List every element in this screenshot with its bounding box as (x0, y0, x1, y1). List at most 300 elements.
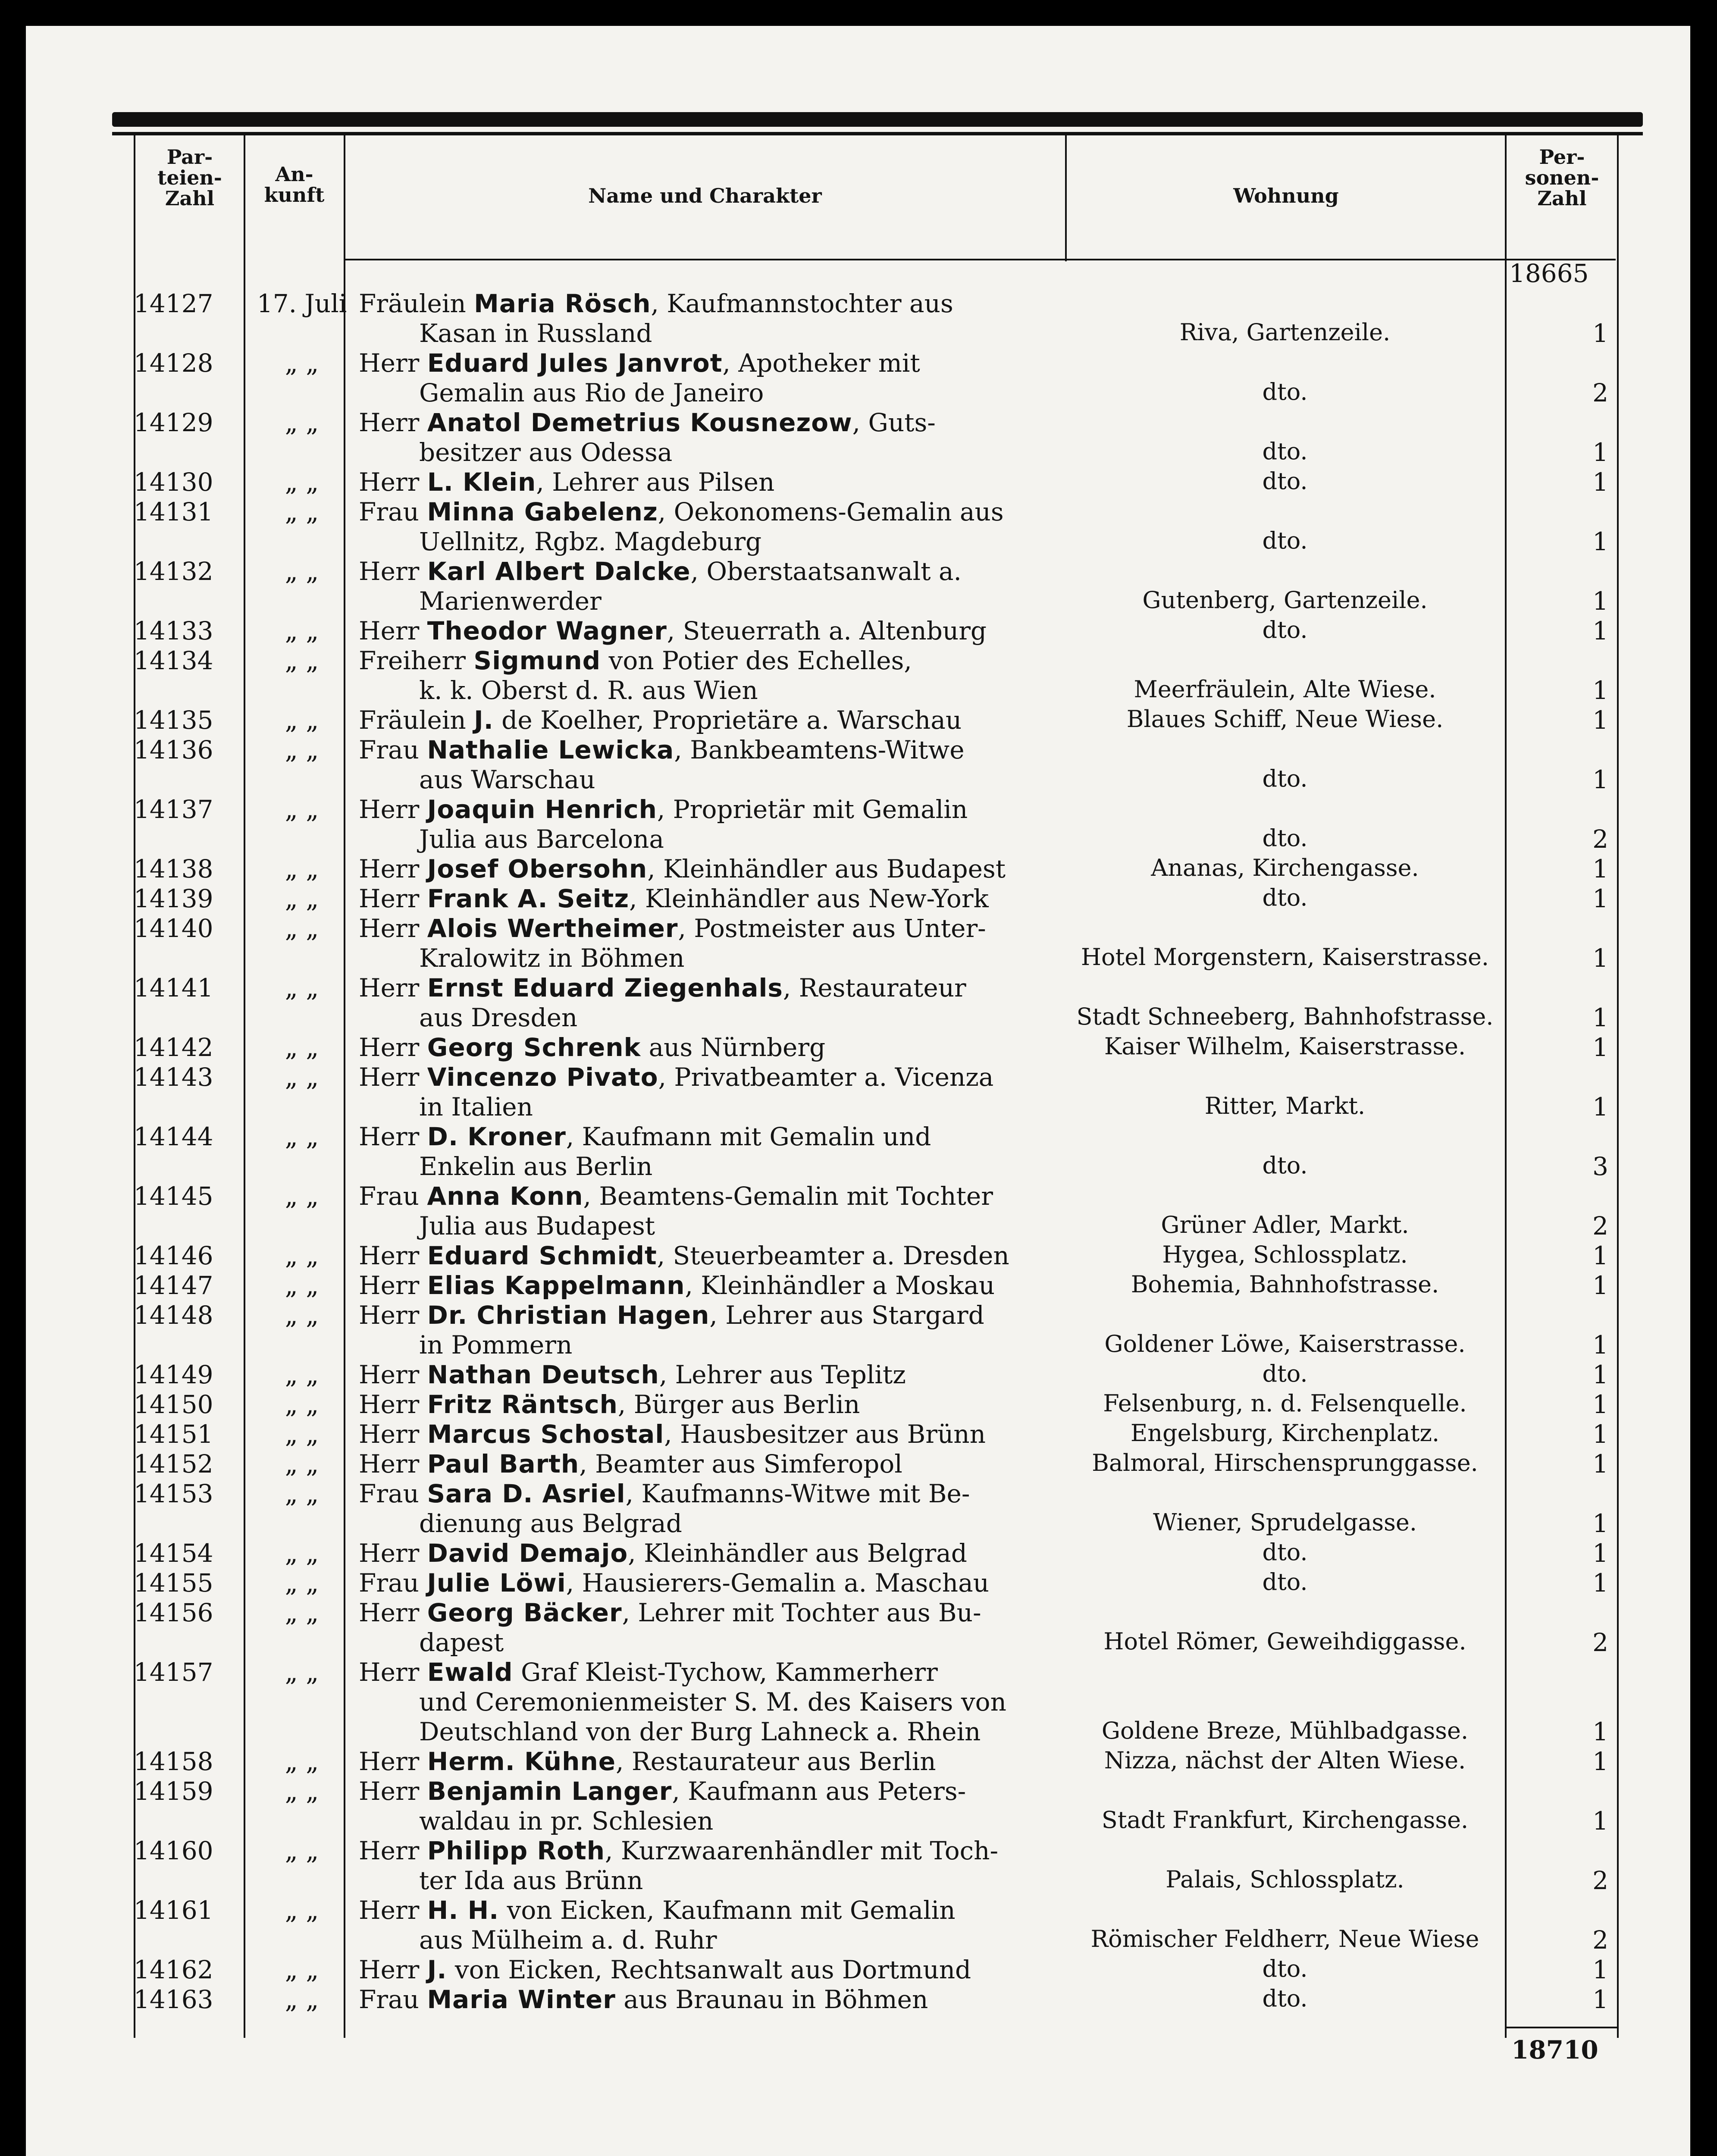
entry-description: von Eicken, Rechtsanwalt aus Dortmund (447, 1955, 971, 1984)
entry-prefix: Herr (359, 1836, 427, 1865)
entry-name: Nathan Deutsch (427, 1360, 659, 1389)
carry-over-total: 18665 (1509, 259, 1589, 288)
entry-persons: 1 (1592, 1568, 1608, 1598)
register-entry (26, 557, 1690, 616)
entry-prefix: Herr (359, 616, 427, 646)
entry-persons: 1 (1592, 586, 1608, 616)
entry-name: Joaquin Henrich (427, 795, 657, 824)
entry-persons: 2 (1592, 1628, 1608, 1657)
entry-arrival: „ „ (285, 1777, 319, 1806)
register-entry (26, 1390, 1690, 1420)
entry-line-1 (359, 1896, 1083, 1925)
entry-residence: Wiener, Sprudelgasse. (1153, 1509, 1417, 1536)
entry-number: 14137 (134, 795, 213, 824)
entry-residence: dto. (1262, 616, 1308, 643)
entry-persons: 1 (1592, 1241, 1608, 1270)
entry-prefix: Fräulein (359, 705, 474, 735)
entry-persons: 1 (1592, 1330, 1608, 1360)
entry-persons: 1 (1592, 884, 1608, 913)
entry-description: , Oberstaatsanwalt a. (690, 557, 962, 586)
entry-arrival: „ „ (285, 467, 319, 497)
entry-prefix: Herr (359, 1658, 427, 1687)
entry-number: 14128 (134, 348, 213, 378)
entry-number: 14130 (134, 467, 213, 497)
entry-line-1 (359, 1985, 1083, 2014)
entry-residence: Riva, Gartenzeile. (1179, 319, 1391, 346)
entry-persons: 1 (1592, 1539, 1608, 1568)
entry-prefix: Herr (359, 914, 427, 943)
register-entry (26, 1836, 1690, 1896)
entry-name: J. (474, 705, 494, 735)
register-entry (26, 1449, 1690, 1479)
entry-prefix: Herr (359, 467, 427, 497)
entry-description: , Proprietär mit Gemalin (657, 795, 968, 824)
entry-prefix: Frau (359, 1181, 427, 1211)
entry-line-1 (359, 646, 1083, 675)
entry-residence: dto. (1262, 527, 1308, 554)
entry-prefix: Herr (359, 408, 427, 437)
register-entry (26, 1062, 1690, 1122)
entry-number: 14141 (134, 973, 213, 1003)
entry-number: 14152 (134, 1449, 213, 1479)
entry-prefix: Frau (359, 497, 427, 526)
entry-number: 14140 (134, 914, 213, 943)
entry-persons: 1 (1592, 1271, 1608, 1300)
entry-description: , Kleinhändler aus Budapest (647, 854, 1006, 884)
entry-line-2: aus Mülheim a. d. Ruhr (419, 1925, 717, 1955)
entry-arrival: „ „ (285, 1568, 319, 1598)
entry-prefix: Herr (359, 973, 427, 1003)
entry-residence: dto. (1262, 824, 1308, 852)
entry-name: Frank A. Seitz (427, 884, 630, 913)
top-rule-thin (112, 132, 1643, 135)
register-entry (26, 497, 1690, 557)
register-entry (26, 1985, 1690, 2015)
entry-residence: Grüner Adler, Markt. (1161, 1211, 1409, 1238)
header-ankunft: An- kunft (264, 163, 325, 207)
entry-arrival: „ „ (285, 735, 319, 765)
entry-line-2: besitzer aus Odessa (419, 438, 673, 467)
entry-number: 14156 (134, 1598, 213, 1627)
entry-persons: 1 (1592, 438, 1608, 467)
entry-line-2: Uellnitz, Rgbz. Magdeburg (419, 527, 762, 556)
entry-arrival: „ „ (285, 854, 319, 884)
entry-persons: 2 (1592, 1211, 1608, 1241)
entry-arrival: „ „ (285, 1122, 319, 1151)
entry-number: 14155 (134, 1568, 213, 1598)
entry-description: , Lehrer aus Stargard (709, 1300, 984, 1330)
entry-line-2: dienung aus Belgrad (419, 1509, 682, 1538)
entry-description: , Apotheker mit (722, 348, 920, 378)
entry-number: 14145 (134, 1181, 213, 1211)
entry-prefix: Herr (359, 1300, 427, 1330)
entry-line-1 (359, 854, 1083, 884)
entry-persons: 1 (1592, 319, 1608, 348)
entry-persons: 2 (1592, 1925, 1608, 1955)
entry-name: Vincenzo Pivato (427, 1062, 658, 1092)
entry-description: , Steuerbeamter a. Dresden (657, 1241, 1009, 1270)
entry-line-1 (359, 914, 1083, 943)
entry-name: Sigmund (473, 646, 601, 675)
entry-description: , Privatbeamter a. Vicenza (658, 1062, 994, 1092)
entry-residence: Engelsburg, Kirchenplatz. (1130, 1420, 1440, 1447)
entry-arrival: „ „ (285, 348, 319, 378)
entry-residence: Hotel Morgenstern, Kaiserstrasse. (1081, 943, 1489, 971)
entry-prefix: Herr (359, 1896, 427, 1925)
entry-residence: dto. (1262, 1152, 1308, 1179)
entry-line-2: Julia aus Barcelona (419, 824, 664, 854)
register-entry (26, 705, 1690, 735)
entry-residence: Stadt Frankfurt, Kirchengasse. (1101, 1806, 1469, 1833)
entry-persons: 1 (1592, 1360, 1608, 1389)
entry-prefix: Herr (359, 348, 427, 378)
entry-description: , Bankbeamtens-Witwe (674, 735, 965, 765)
entry-description: , Restaurateur (783, 973, 966, 1003)
entry-persons: 1 (1592, 1717, 1608, 1746)
entry-prefix: Herr (359, 1449, 427, 1479)
entry-description: , Kleinhändler aus New-York (629, 884, 989, 913)
register-entry (26, 914, 1690, 973)
entry-arrival: „ „ (285, 557, 319, 586)
entry-description: , Lehrer mit Tochter aus Bu- (622, 1598, 981, 1627)
entry-line-1 (359, 557, 1083, 586)
entry-persons: 1 (1592, 1390, 1608, 1419)
entry-prefix: Frau (359, 735, 427, 765)
entry-residence: Felsenburg, n. d. Felsenquelle. (1103, 1390, 1467, 1417)
entry-prefix: Herr (359, 884, 427, 913)
register-entry (26, 1033, 1690, 1062)
entry-number: 14144 (134, 1122, 213, 1151)
entry-residence: Blaues Schiff, Neue Wiese. (1126, 705, 1444, 733)
register-entry (26, 1122, 1690, 1181)
register-entry (26, 1658, 1690, 1747)
entry-line-1 (359, 1360, 1083, 1389)
entry-arrival: „ „ (285, 1420, 319, 1449)
header-personen: Per- sonen- Zahl (1525, 145, 1599, 210)
entry-number: 14157 (134, 1658, 213, 1687)
entry-residence: Goldener Löwe, Kaiserstrasse. (1104, 1330, 1466, 1357)
entry-persons: 1 (1592, 854, 1608, 884)
entry-number: 14153 (134, 1479, 213, 1508)
entry-persons: 1 (1592, 1955, 1608, 1984)
entry-line-1 (359, 1955, 1083, 1984)
entry-number: 14127 (134, 289, 213, 318)
entry-line-2: Kralowitz in Böhmen (419, 943, 685, 973)
entry-arrival: „ „ (285, 1479, 319, 1508)
entry-line-1 (359, 705, 1083, 735)
entry-line-1 (359, 1539, 1083, 1568)
entry-line-2: in Italien (419, 1092, 533, 1122)
entry-number: 14161 (134, 1896, 213, 1925)
entry-description: , Hausierers-Gemalin a. Maschau (566, 1568, 990, 1598)
entry-number: 14143 (134, 1062, 213, 1092)
entry-line-1 (359, 735, 1083, 765)
entry-line-2: k. k. Oberst d. R. aus Wien (419, 676, 758, 705)
entry-prefix: Freiherr (359, 646, 474, 675)
entry-number: 14160 (134, 1836, 213, 1865)
entry-line-1 (359, 467, 1083, 497)
register-entry (26, 616, 1690, 646)
entry-number: 14154 (134, 1539, 213, 1568)
entry-residence: Balmoral, Hirschensprunggasse. (1092, 1449, 1478, 1476)
entry-description: , Kaufmannstochter aus (651, 289, 953, 318)
register-entry (26, 289, 1690, 348)
entry-residence: Goldene Breze, Mühlbadgasse. (1101, 1717, 1469, 1744)
register-entry (26, 854, 1690, 884)
entry-description: , Kaufmann mit Gemalin und (566, 1122, 931, 1151)
entry-line-1 (359, 1658, 1083, 1687)
entry-line-1 (359, 1747, 1083, 1776)
entry-residence: Hotel Römer, Geweihdiggasse. (1103, 1628, 1466, 1655)
entry-line-1 (359, 973, 1083, 1003)
entry-number: 14139 (134, 884, 213, 913)
entry-prefix: Herr (359, 854, 427, 884)
entry-line-2: dapest (419, 1628, 504, 1657)
register-entry (26, 1420, 1690, 1449)
entry-number: 14149 (134, 1360, 213, 1389)
register-entry (26, 1271, 1690, 1300)
entry-description: , Kleinhändler a Moskau (685, 1271, 995, 1300)
entry-arrival: „ „ (285, 1836, 319, 1865)
entry-name: Marcus Schostal (427, 1420, 664, 1449)
entry-line-1 (359, 884, 1083, 913)
register-entry (26, 1539, 1690, 1568)
entry-residence: Palais, Schlossplatz. (1166, 1866, 1404, 1893)
entry-persons: 1 (1592, 1003, 1608, 1032)
entry-line-2: ter Ida aus Brünn (419, 1866, 643, 1895)
entry-line-2: Kasan in Russland (419, 319, 652, 348)
entry-name: H. H. (427, 1896, 499, 1925)
entry-persons: 3 (1592, 1152, 1608, 1181)
entry-line-1 (359, 1420, 1083, 1449)
register-entry (26, 795, 1690, 854)
entry-arrival: „ „ (285, 497, 319, 526)
entry-name: Nathalie Lewicka (427, 735, 674, 765)
entry-name: Sara D. Asriel (427, 1479, 626, 1508)
entry-number: 14142 (134, 1033, 213, 1062)
entry-residence: Kaiser Wilhelm, Kaiserstrasse. (1104, 1033, 1466, 1060)
entry-name: Julie Löwi (427, 1568, 566, 1598)
entry-prefix: Herr (359, 1271, 427, 1300)
register-entry (26, 884, 1690, 914)
register-entry (26, 1300, 1690, 1360)
entry-number: 14132 (134, 557, 213, 586)
entry-arrival: „ „ (285, 1985, 319, 2014)
entry-residence: Römischer Feldherr, Neue Wiese (1090, 1925, 1479, 1952)
entry-line-1 (359, 1568, 1083, 1598)
register-entry (26, 735, 1690, 795)
entry-persons: 1 (1592, 943, 1608, 973)
header-partei: Par- teien- Zahl (157, 145, 222, 210)
sum-rule (1505, 2027, 1617, 2028)
entry-line-1 (359, 408, 1083, 437)
entry-arrival: „ „ (285, 1747, 319, 1776)
entry-residence: Ananas, Kirchengasse. (1151, 854, 1419, 881)
entry-line-1 (359, 1449, 1083, 1479)
register-entry (26, 973, 1690, 1033)
entry-residence: dto. (1262, 1360, 1308, 1387)
entry-number: 14134 (134, 646, 213, 675)
col-line-3 (1065, 132, 1067, 261)
entry-number: 14135 (134, 705, 213, 735)
entry-number: 14133 (134, 616, 213, 646)
entry-residence: dto. (1262, 1539, 1308, 1566)
entry-prefix: Herr (359, 1598, 427, 1627)
entry-line-1 (359, 497, 1083, 526)
entry-name: J. (427, 1955, 447, 1984)
entry-residence: Gutenberg, Gartenzeile. (1142, 586, 1428, 614)
entry-arrival: „ „ (285, 1300, 319, 1330)
entry-description: von Potier des Echelles, (601, 646, 912, 675)
entry-name: Dr. Christian Hagen (427, 1300, 710, 1330)
register-entry (26, 467, 1690, 497)
entry-name: Maria Rösch (474, 289, 651, 318)
entry-number: 14162 (134, 1955, 213, 1984)
entry-prefix: Herr (359, 1955, 427, 1984)
entry-description: , Guts- (852, 408, 936, 437)
entry-line-1 (359, 1241, 1083, 1270)
entry-persons: 1 (1592, 1420, 1608, 1449)
register-entry (26, 1181, 1690, 1241)
entry-residence: Hygea, Schlossplatz. (1162, 1241, 1408, 1268)
entry-name: Georg Schrenk (427, 1033, 641, 1062)
entry-number: 14159 (134, 1777, 213, 1806)
entry-persons: 1 (1592, 1806, 1608, 1836)
final-total: 18710 (1511, 2035, 1598, 2065)
entry-name: Eduard Schmidt (427, 1241, 657, 1270)
entry-arrival: „ „ (285, 1896, 319, 1925)
entry-arrival: „ „ (285, 795, 319, 824)
entry-line-1 (359, 1777, 1083, 1806)
entry-residence: dto. (1262, 1955, 1308, 1982)
entry-line-1 (359, 1122, 1083, 1151)
entry-residence: dto. (1262, 1985, 1308, 2012)
entry-name: Ewald (427, 1658, 513, 1687)
entry-line-1 (359, 616, 1083, 646)
entry-residence: dto. (1262, 1568, 1308, 1595)
entry-line-2: Enkelin aus Berlin (419, 1152, 653, 1181)
entry-number: 14158 (134, 1747, 213, 1776)
register-page (26, 26, 1690, 2156)
entry-arrival: „ „ (285, 1449, 319, 1479)
entry-description: , Hausbesitzer aus Brünn (664, 1420, 986, 1449)
entry-prefix: Frau (359, 1568, 427, 1598)
entry-line-1 (359, 348, 1083, 378)
entry-name: Alois Wertheimer (427, 914, 678, 943)
entry-description: , Beamtens-Gemalin mit Tochter (583, 1181, 993, 1211)
entry-name: Philipp Roth (427, 1836, 605, 1865)
entry-line-2: und Ceremonienmeister S. M. des Kaisers von (419, 1687, 1006, 1717)
entry-arrival: „ „ (285, 1598, 319, 1627)
entry-line-2: Julia aus Budapest (419, 1211, 655, 1241)
entry-residence: dto. (1262, 378, 1308, 405)
entry-persons: 1 (1592, 1449, 1608, 1479)
entry-description: de Koelher, Proprietäre a. Warschau (493, 705, 962, 735)
top-rule (112, 112, 1643, 127)
entry-persons: 1 (1592, 616, 1608, 646)
entry-description: aus Nürnberg (641, 1033, 826, 1062)
register-entry (26, 1777, 1690, 1836)
entry-number: 14129 (134, 408, 213, 437)
entry-prefix: Herr (359, 1539, 427, 1568)
entry-description: , Kaufmanns-Witwe mit Be- (625, 1479, 970, 1508)
entry-number: 14131 (134, 497, 213, 526)
entry-prefix: Herr (359, 1420, 427, 1449)
entry-description: , Kleinhändler aus Belgrad (628, 1539, 967, 1568)
entry-name: Georg Bäcker (427, 1598, 622, 1627)
entry-description: , Kurzwaarenhändler mit Toch- (605, 1836, 999, 1865)
entry-number: 14147 (134, 1271, 213, 1300)
entry-arrival: „ „ (285, 1658, 319, 1687)
entry-line-1 (359, 1062, 1083, 1092)
entry-name: Eduard Jules Janvrot (427, 348, 723, 378)
entry-name: Anatol Demetrius Kousnezow (427, 408, 852, 437)
entry-prefix: Herr (359, 1390, 427, 1419)
entry-description: aus Braunau in Böhmen (615, 1985, 928, 2014)
entry-name: Josef Obersohn (427, 854, 648, 884)
entry-arrival: „ „ (285, 1033, 319, 1062)
register-entry (26, 1568, 1690, 1598)
entry-persons: 2 (1592, 378, 1608, 407)
entry-name: Herm. Kühne (427, 1747, 616, 1776)
entry-line-1 (359, 795, 1083, 824)
register-entry (26, 1955, 1690, 1985)
entry-description: , Kaufmann aus Peters- (672, 1777, 966, 1806)
entry-persons: 1 (1592, 1033, 1608, 1062)
entry-residence: dto. (1262, 765, 1308, 792)
entry-name: Paul Barth (427, 1449, 580, 1479)
entry-prefix: Fräulein (359, 289, 474, 318)
entry-name: Theodor Wagner (427, 616, 667, 646)
entry-arrival: „ „ (285, 1271, 319, 1300)
entry-prefix: Frau (359, 1985, 427, 2014)
entry-description: Graf Kleist-Tychow, Kammerherr (513, 1658, 938, 1687)
entry-name: Anna Konn (427, 1181, 583, 1211)
entry-persons: 1 (1592, 527, 1608, 556)
entry-prefix: Herr (359, 1747, 427, 1776)
entry-persons: 1 (1592, 765, 1608, 794)
entry-residence: dto. (1262, 467, 1308, 495)
entry-prefix: Herr (359, 1241, 427, 1270)
entry-residence: Bohemia, Bahnhofstrasse. (1131, 1271, 1439, 1298)
entry-arrival: „ „ (285, 1539, 319, 1568)
entry-residence: Stadt Schneeberg, Bahnhofstrasse. (1076, 1003, 1494, 1030)
entry-prefix: Herr (359, 1360, 427, 1389)
entry-arrival: „ „ (285, 408, 319, 437)
entry-name: Maria Winter (427, 1985, 616, 2014)
entry-persons: 2 (1592, 1866, 1608, 1895)
entry-line-1 (359, 1836, 1083, 1865)
entry-persons: 1 (1592, 705, 1608, 735)
entry-line-1 (359, 1300, 1083, 1330)
register-entry (26, 1360, 1690, 1390)
entry-prefix: Herr (359, 1777, 427, 1806)
entry-name: Benjamin Langer (427, 1777, 672, 1806)
entry-persons: 1 (1592, 1747, 1608, 1776)
entry-arrival: „ „ (285, 1062, 319, 1092)
entry-line-2: Marienwerder (419, 586, 602, 616)
header-wohnung: Wohnung (1233, 184, 1339, 207)
entry-prefix: Herr (359, 1062, 427, 1092)
entry-number: 14151 (134, 1420, 213, 1449)
entry-name: L. Klein (427, 467, 536, 497)
entry-name: Ernst Eduard Ziegenhals (427, 973, 783, 1003)
register-entry (26, 1896, 1690, 1955)
entry-name: David Demajo (427, 1539, 628, 1568)
register-entry (26, 1747, 1690, 1777)
entry-number: 14136 (134, 735, 213, 765)
register-entry (26, 348, 1690, 408)
